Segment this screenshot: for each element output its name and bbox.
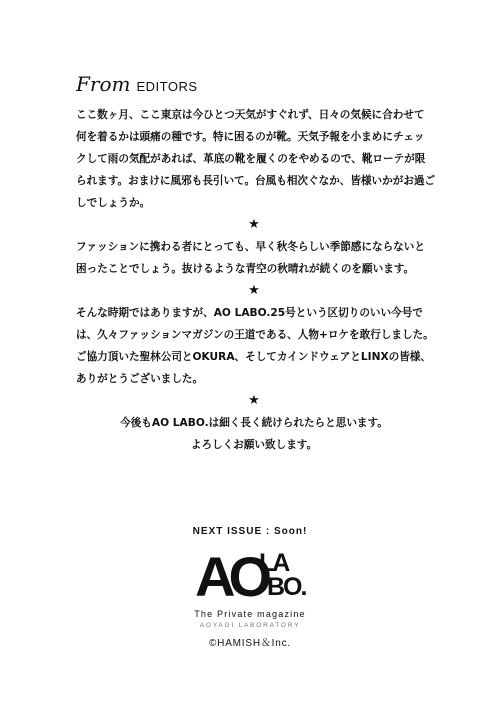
section-header — [76, 72, 198, 96]
text-line: ありがとうございました。 — [76, 373, 204, 385]
text-line: そんな時期ではありますが、AO LABO.25号という区切りのいい今号で — [76, 307, 423, 319]
text-line: よろしくお願い致します。 — [190, 439, 318, 451]
text-line: ご協力頂いた聖林公司とOKURA、そしてカインドウェアとLINXの皆様、 — [76, 351, 431, 363]
star-separator: ★ — [248, 393, 260, 408]
tagline: The Private magazine — [194, 609, 306, 619]
star-separator: ★ — [248, 283, 260, 298]
text-line: 何を着るかは頭痛の種です。特に困るのが靴。天気予報を小まめにチェッ — [76, 131, 425, 143]
copyright: ©HAMISH＆Inc. — [209, 638, 291, 649]
paragraph-3 — [76, 302, 432, 390]
text-line: 今後もAO LABO.は細く長く続けられたらと思います。 — [120, 417, 388, 429]
logo-la: LA — [259, 549, 289, 577]
next-issue-label: NEXT ISSUE : Soon! — [192, 526, 308, 537]
section-title: EDITORS — [136, 79, 198, 94]
editor-letter — [76, 104, 436, 456]
text-line: ここ数ヶ月、ここ東京は今ひとつ天気がすぐれず、日々の気候に合わせて — [76, 109, 425, 121]
star-separator: ★ — [248, 217, 260, 232]
logo-bo: BO. — [267, 573, 306, 601]
text-line: られます。おまけに風邪も長引いて。台風も相次ぐなか、皆様いかがお過ご — [76, 175, 436, 187]
text-line: は、久々ファッションマガジンの王道である、人物+ロケを敢行しました。 — [76, 329, 434, 341]
paragraph-1 — [76, 104, 436, 214]
text-line: しでしょうか。 — [76, 197, 151, 209]
paragraph-closing — [76, 412, 432, 456]
from-label: From — [76, 72, 131, 96]
paragraph-2 — [76, 236, 432, 280]
text-line: 困ったことでしょう。抜けるような青空の秋晴れが続くのを願います。 — [76, 263, 415, 275]
footer — [0, 526, 500, 649]
lab-name: AOYAGI LABORATORY — [199, 622, 301, 629]
text-line: ファッションに携わる者にとっても、早く秋冬らしい季節感にならないと — [76, 241, 425, 253]
text-line: クして雨の気配があれば、革底の靴を履くのをやめるので、靴ローテが限 — [76, 153, 426, 165]
logo-ao: AO — [195, 545, 265, 608]
ao-labo-logo — [195, 545, 306, 608]
